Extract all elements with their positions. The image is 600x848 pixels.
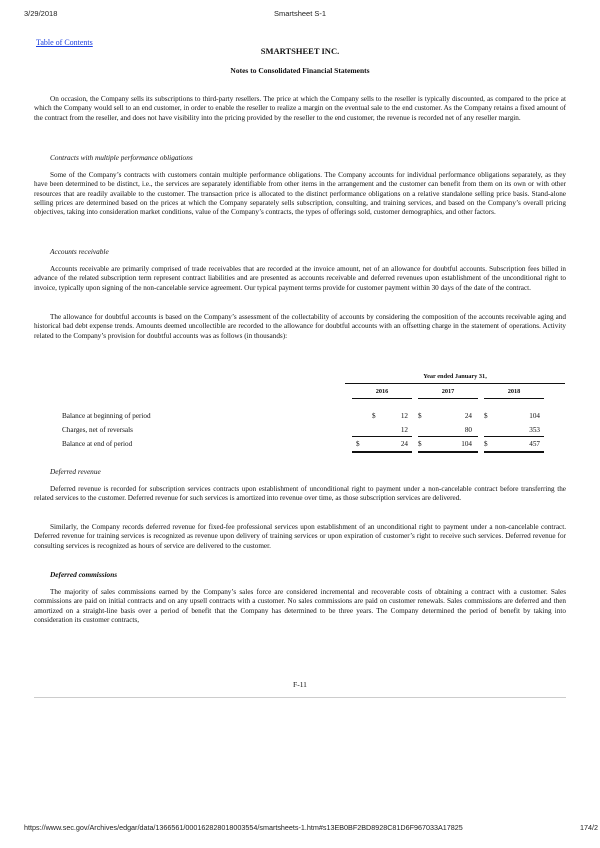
table-year-rule xyxy=(484,398,544,399)
currency-symbol: $ xyxy=(372,412,376,420)
paragraph-contracts: Some of the Company’s contracts with customers contain multiple performance obligations. The Company accounts for individual performance obligations separately, as they have been determined to be distinct, i.e., the services are separately identifiable from other items in the arrangement and the customer can benefit from them on its own or with other resources that are readily available to the customer. The transaction price is allocated to the distinct performance obligations on a relative standalone selling price basis. Stand-alone selling prices are determined based on the prices at which the Company separately sells subscription, consulting, and training services, and based on the Company’s overall pricing objectives, taking into consideration market conditions, value of the Company’s contracts, the types of offerings sold, customer demographics, and other factors. xyxy=(34,171,566,217)
table-cell: 24 xyxy=(400,440,408,448)
table-row-label: Balance at end of period xyxy=(62,440,133,448)
currency-symbol: $ xyxy=(356,440,360,448)
paragraph-deferred-commissions: The majority of sales commissions earned by the Company’s sales force are considered incremental and recoverable costs of obtaining a contract with a customer. Sales commissions are paid on initial contracts and on any upsell contracts with a customer. No sales commissions are paid on customer renewals. Sales commissions are deferred and then amortized on a straight-line basis over a period of benefit that the Company has determined to be three years. The Company determined the period of benefit by taking into consideration its customer contracts, xyxy=(34,588,566,624)
currency-symbol: $ xyxy=(484,412,488,420)
paragraph-deferred-revenue-1: Deferred revenue is recorded for subscription services contracts upon establishment of unconditional right to payment under a non-cancelable contract before transferring the related services to the customer. Deferred revenue for such services is amortized into revenue over time, as those subscription services are delivered. xyxy=(34,485,566,503)
table-cell: 104 xyxy=(529,412,540,420)
table-year-header: 2018 xyxy=(507,388,521,395)
page-divider xyxy=(34,697,566,698)
paragraph-accounts-receivable-2: The allowance for doubtful accounts is based on the Company’s assessment of the collectability of accounts by considering the composition of the accounts receivable aging and historical bad debt expense trends. Amounts deemed uncollectible are recorded to the allowance for doubtful accounts with an offsetting charge in the statement of operations. Activity related to the Company’s provision for doubtful accounts was as follows (in thousands): xyxy=(34,313,566,340)
footer-page-count: 174/2 xyxy=(580,823,598,832)
currency-symbol: $ xyxy=(418,440,422,448)
heading-accounts-receivable: Accounts receivable xyxy=(50,247,109,256)
table-cell: 80 xyxy=(464,426,472,434)
paragraph-resellers: On occasion, the Company sells its subscriptions to third-party resellers. The price at which the Company sells to the reseller is typically discounted, as compared to the price at which the Company would sell to an end customer, in order to enable the reseller to realize a margin on the eventual sale to the end customer. As the Company retains a fixed amount of the contract from the reseller, and does not have visibility into the pricing provided by the reseller to the end customer, the revenue is recorded net of any reseller margin. xyxy=(34,95,566,122)
heading-deferred-commissions: Deferred commissions xyxy=(50,570,118,579)
table-cell: 457 xyxy=(529,440,540,448)
table-header-rule xyxy=(345,383,565,384)
table-year-rule xyxy=(418,398,478,399)
table-of-contents-link[interactable]: Table of Contents xyxy=(36,38,93,47)
company-name: SMARTSHEET INC. xyxy=(260,46,340,56)
table-row-label: Charges, net of reversals xyxy=(62,426,133,434)
currency-symbol: $ xyxy=(418,412,422,420)
table-subtotal-rule xyxy=(352,436,412,437)
table-cell: 12 xyxy=(400,426,408,434)
table-cell: 104 xyxy=(461,440,472,448)
table-period-header: Year ended January 31, xyxy=(423,373,487,380)
footer-url: https://www.sec.gov/Archives/edgar/data/1366561/000162828018003554/smartsheets-1.htm#s13EB0BF2BD8928C81D6F967033A17825 xyxy=(24,823,463,832)
page-number: F-11 xyxy=(293,680,307,689)
table-row-label: Balance at beginning of period xyxy=(62,412,151,420)
table-cell: 12 xyxy=(400,412,408,420)
header-date: 3/29/2018 xyxy=(24,9,58,18)
table-year-header: 2016 xyxy=(375,388,389,395)
header-doc-title: Smartsheet S-1 xyxy=(273,9,327,18)
table-total-rule xyxy=(418,451,478,453)
table-cell: 24 xyxy=(464,412,472,420)
table-cell: 353 xyxy=(529,426,540,434)
heading-deferred-revenue: Deferred revenue xyxy=(50,467,101,476)
heading-contracts: Contracts with multiple performance obligations xyxy=(50,153,193,162)
table-subtotal-rule xyxy=(418,436,478,437)
table-year-rule xyxy=(352,398,412,399)
table-total-rule xyxy=(484,451,544,453)
paragraph-accounts-receivable-1: Accounts receivable are primarily comprised of trade receivables that are recorded at the invoice amount, net of an allowance for doubtful accounts. Subscription fees billed in advance of the related subscription term represent contract liabilities and are presented as accounts receivable and deferred revenues upon establishment of the unconditional right to invoice, typically upon signing of the non-cancelable service agreement. Our typical payment terms provide for customer payment within 30 days of the date of the contract. xyxy=(34,265,566,292)
table-year-header: 2017 xyxy=(441,388,455,395)
notes-title: Notes to Consolidated Financial Statements xyxy=(230,66,370,75)
paragraph-deferred-revenue-2: Similarly, the Company records deferred revenue for fixed-fee professional services upon establishment of an unconditional right to payment under a non-cancelable contract. Deferred revenue for training services is recognized as revenue upon delivery of training services or upon expiration of customer’s right to receive such services. Deferred revenue for consulting services is recognized as hours of service are delivered to the customer. xyxy=(34,523,566,550)
currency-symbol: $ xyxy=(484,440,488,448)
table-total-rule xyxy=(352,451,412,453)
table-subtotal-rule xyxy=(484,436,544,437)
